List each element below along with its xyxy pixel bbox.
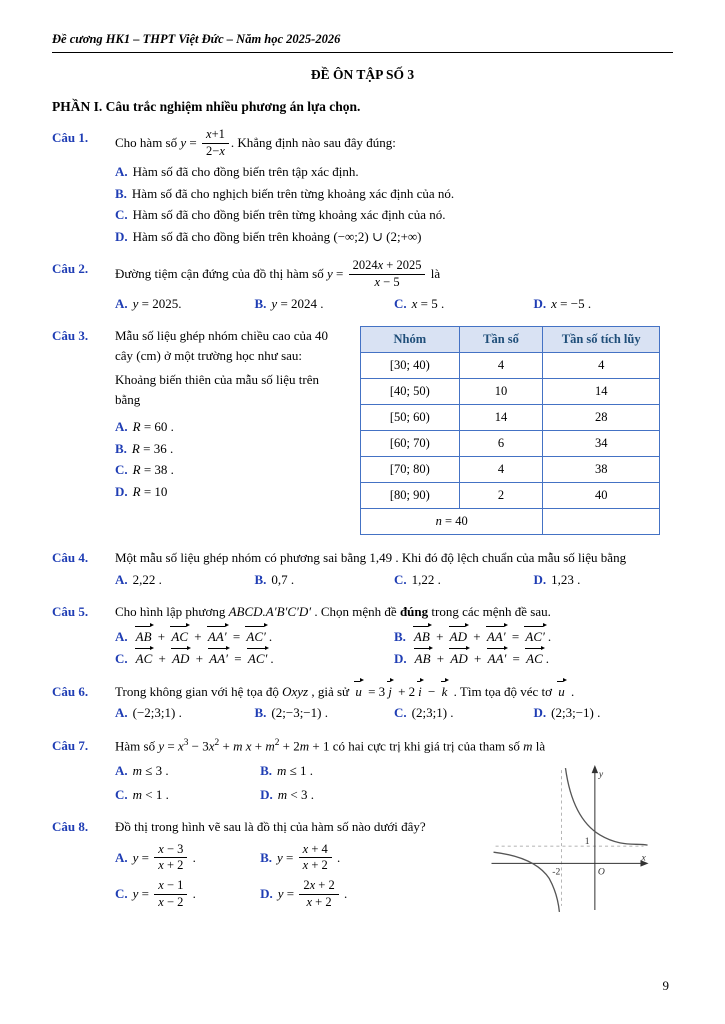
option-a	[115, 570, 255, 590]
table-row	[361, 405, 660, 431]
option-letter: D.	[260, 786, 273, 802]
option-letter: A.	[115, 628, 128, 644]
question-8-text: Đồ thị trong hình vẽ sau là đồ thị của hàm số nào dưới đây?	[115, 819, 426, 835]
question-4-body	[115, 548, 673, 589]
option-a	[115, 703, 255, 723]
option-c	[394, 294, 534, 314]
option-text: R = 10	[132, 483, 168, 499]
question-3-label: Câu 3.	[52, 328, 89, 343]
question-1-text: Cho hàm số y = $\frac{x+1}{2-x}$ . Khẳng định nào sau đây đúng:	[115, 127, 396, 158]
option-letter: A.	[115, 705, 128, 720]
table-row	[361, 379, 660, 405]
option-text: 0,7 .	[271, 571, 295, 587]
option-text: R = 60 .	[132, 419, 174, 434]
option-text: Hàm số đã cho đồng biến trên từng khoảng xác định của nó.	[132, 207, 446, 223]
option-letter: C.	[115, 886, 128, 902]
table-cell: [40; 50)	[361, 379, 460, 405]
question-4-options	[115, 570, 673, 590]
option-text: y = 2025.	[132, 295, 182, 311]
table-row	[361, 457, 660, 483]
option-a	[115, 843, 260, 875]
option-letter: B.	[254, 705, 267, 720]
option-d	[115, 482, 345, 502]
option-text: m ≤ 3 .	[132, 763, 169, 779]
question-1-options	[115, 162, 673, 246]
option-c	[115, 879, 260, 911]
option-text: y = 2024 .	[271, 295, 324, 311]
table-cell: 14	[543, 379, 660, 405]
question-3-left-column	[115, 326, 345, 535]
frequency-table	[360, 326, 660, 535]
option-text: y = $\frac{x - 1}{x - 2}$ .	[132, 878, 196, 909]
question-4-text: Một mẫu số liệu ghép nhóm có phương sai bằng 1,49 . Khi đó độ lệch chuẩn của mẫu số liệu bằng	[115, 550, 627, 565]
table-cell: [50; 60)	[361, 405, 460, 431]
option-letter: C.	[115, 462, 128, 477]
question-2-options	[115, 294, 673, 314]
option-b	[255, 703, 395, 723]
option-d	[115, 227, 673, 247]
question-3	[52, 326, 673, 535]
option-a	[115, 162, 673, 182]
option-text: x = −5 .	[551, 295, 592, 311]
option-letter: D.	[260, 886, 273, 902]
option-text: m < 1 .	[132, 786, 169, 802]
option-b	[394, 627, 673, 647]
option-c	[115, 785, 260, 805]
document-header: Đề cương HK1 – THPT Việt Đức – Năm học 2025-2026	[52, 32, 673, 53]
document-title: ĐỀ ÔN TẬP SỐ 3	[310, 67, 415, 82]
option-c	[115, 649, 394, 669]
option-b	[115, 184, 673, 204]
option-text: (2;3;−1) .	[551, 705, 601, 720]
option-b	[115, 439, 345, 459]
option-letter: A.	[115, 571, 128, 587]
x-axis-label: x	[641, 852, 646, 864]
option-letter: D.	[533, 295, 547, 311]
option-letter: C.	[115, 786, 128, 802]
option-letter: D.	[115, 483, 128, 499]
option-text: (2;−3;−1) .	[271, 705, 328, 720]
option-c	[115, 460, 345, 480]
option-a	[115, 761, 260, 781]
hyperbola-upper-branch	[565, 768, 647, 848]
option-letter: C.	[394, 295, 407, 311]
option-c	[394, 703, 534, 723]
option-letter: C.	[115, 651, 128, 666]
table-cell: 4	[543, 353, 660, 379]
option-a	[115, 294, 255, 314]
y-tick-label: 1	[584, 836, 590, 848]
option-letter: D.	[394, 651, 407, 666]
col-header-tan-so-tich-luy: Tần số tích lũy	[543, 327, 660, 353]
table-row	[361, 431, 660, 457]
question-1-label: Câu 1.	[52, 130, 89, 145]
option-d	[394, 649, 673, 669]
question-8-options	[115, 839, 405, 912]
option-letter: B.	[115, 185, 127, 201]
option-d	[534, 703, 674, 723]
question-7-text: Hàm số $y = x^3 - 3x^2 + m$ $x + m^2 + 2m + 1$ có hai cực trị khi giá trị của tham số m là	[115, 737, 546, 753]
option-letter: A.	[115, 849, 128, 865]
question-2-text: Đường tiệm cận đứng của đồ thị hàm số y = $\frac{2024x + 2025}{x - 5}$ là	[115, 258, 441, 289]
table-cell: 14	[459, 405, 543, 431]
table-cell: [30; 40)	[361, 353, 460, 379]
option-text: (−2;3;1) .	[132, 705, 182, 720]
option-text: AB + AC + AA′ = AC′ .	[133, 629, 273, 644]
option-text: R = 38 .	[132, 462, 174, 477]
option-b	[255, 294, 395, 314]
col-header-nhom: Nhóm	[361, 327, 460, 353]
option-letter: A.	[115, 763, 128, 779]
question-6	[52, 682, 673, 723]
option-d	[534, 570, 674, 590]
option-letter: C.	[394, 705, 407, 720]
option-b	[260, 761, 405, 781]
question-5	[52, 602, 673, 669]
question-3-body	[115, 326, 673, 535]
question-6-label: Câu 6.	[52, 683, 89, 699]
option-text: Hàm số đã cho nghịch biến trên từng khoảng xác định của nó.	[131, 185, 455, 201]
table-row	[361, 353, 660, 379]
table-cell: [70; 80)	[361, 457, 460, 483]
option-letter: C.	[394, 571, 407, 587]
question-4	[52, 548, 673, 589]
option-text: Hàm số đã cho đồng biến trên khoảng (−∞;2) ∪ (2;+∞)	[132, 228, 422, 244]
option-text: R = 36 .	[131, 440, 174, 456]
option-c	[394, 570, 534, 590]
table-cell: 4	[459, 353, 543, 379]
question-5-options	[115, 624, 673, 669]
table-footer-cell: n = 40	[361, 509, 543, 535]
origin-label: O	[597, 866, 605, 878]
question-4-label: Câu 4.	[52, 550, 89, 565]
hyperbola-lower-branch	[494, 853, 560, 913]
question-2-label: Câu 2.	[52, 261, 89, 277]
option-text: Hàm số đã cho đồng biến trên tập xác định.	[132, 164, 359, 180]
question-8-label: Câu 8.	[52, 819, 89, 835]
option-text: y = $\frac{x - 3}{x + 2}$ .	[132, 841, 196, 873]
option-b	[260, 843, 405, 875]
table-footer-row	[361, 509, 660, 535]
question-5-label: Câu 5.	[52, 604, 89, 619]
option-text: AC + AD + AA′ = AC′ .	[133, 651, 274, 666]
table-cell: 10	[459, 379, 543, 405]
question-6-options	[115, 703, 673, 723]
table-cell: 4	[459, 457, 543, 483]
option-text: m ≤ 1 .	[277, 763, 314, 779]
option-letter: C.	[115, 207, 128, 223]
table-cell: 28	[543, 405, 660, 431]
question-6-body	[115, 682, 673, 723]
table-cell: [80; 90)	[361, 483, 460, 509]
col-header-tan-so: Tần số	[459, 327, 543, 353]
question-2-body	[115, 259, 673, 313]
option-d	[534, 294, 674, 314]
table-cell: 40	[543, 483, 660, 509]
table-cell: [60; 70)	[361, 431, 460, 457]
option-letter: D.	[533, 571, 547, 587]
option-letter: B.	[254, 571, 267, 587]
option-letter: D.	[115, 228, 128, 244]
table-cell: 38	[543, 457, 660, 483]
question-3-text-2: Khoảng biến thiên của mẫu số liệu trên bằng	[115, 372, 319, 407]
question-7-label: Câu 7.	[52, 737, 89, 753]
option-text: m < 3 .	[277, 786, 314, 802]
question-3-options	[115, 417, 345, 501]
part-heading: PHẦN I. Câu trắc nghiệm nhiều phương án lựa chọn.	[52, 99, 361, 114]
option-c	[115, 205, 673, 225]
option-letter: B.	[254, 295, 267, 311]
option-text: y = $\frac{x + 4}{x + 2}$ .	[277, 841, 341, 873]
option-letter: B.	[260, 763, 272, 779]
question-7-options	[115, 757, 405, 804]
option-text: 2,22 .	[132, 571, 162, 587]
option-letter: B.	[115, 440, 127, 456]
option-text: (2;3;1) .	[411, 705, 454, 720]
y-axis-arrow	[592, 765, 598, 773]
option-text: AB + AD + AA′ = AC′ .	[411, 629, 551, 644]
x-tick-label: -2	[552, 866, 561, 878]
option-a	[115, 417, 345, 437]
option-letter: A.	[115, 419, 128, 434]
option-text: x = 5 .	[411, 295, 445, 311]
question-1	[52, 128, 673, 246]
option-text: y = $\frac{2x + 2}{x + 2}$ .	[277, 878, 348, 909]
table-row	[361, 483, 660, 509]
table-cell: 34	[543, 431, 660, 457]
option-text: AB + AD + AA′ = AC .	[412, 651, 549, 666]
option-letter: A.	[115, 295, 128, 311]
question-2	[52, 259, 673, 313]
option-a	[115, 627, 394, 647]
option-letter: B.	[260, 849, 272, 865]
table-cell: 2	[459, 483, 543, 509]
question-5-body	[115, 602, 673, 669]
option-letter: B.	[394, 628, 406, 644]
question-6-text: Trong không gian với hệ tọa độ Oxyz , giả sử u = 3 j + 2 i − k . Tìm tọa độ véc tơ u .	[115, 682, 673, 702]
page-number: 9	[662, 978, 669, 993]
table-cell: 6	[459, 431, 543, 457]
option-letter: A.	[115, 164, 128, 180]
function-graph	[483, 762, 651, 914]
option-text: 1,22 .	[411, 571, 441, 587]
option-d	[260, 879, 405, 911]
option-letter: D.	[533, 705, 547, 720]
y-axis-label: y	[598, 769, 604, 781]
question-3-text-1: Mẫu số liệu ghép nhóm chiều cao của 40 cây (cm) ở một trường học như sau:	[115, 328, 328, 363]
table-cell	[543, 509, 660, 535]
option-d	[260, 785, 405, 805]
option-b	[255, 570, 395, 590]
option-text: 1,23 .	[551, 571, 581, 587]
question-1-body	[115, 128, 673, 246]
question-5-text: Cho hình lập phương ABCD.A′B′C′D′ . Chọn mệnh đề đúng trong các mệnh đề sau.	[115, 604, 551, 619]
table-header-row	[361, 327, 660, 353]
